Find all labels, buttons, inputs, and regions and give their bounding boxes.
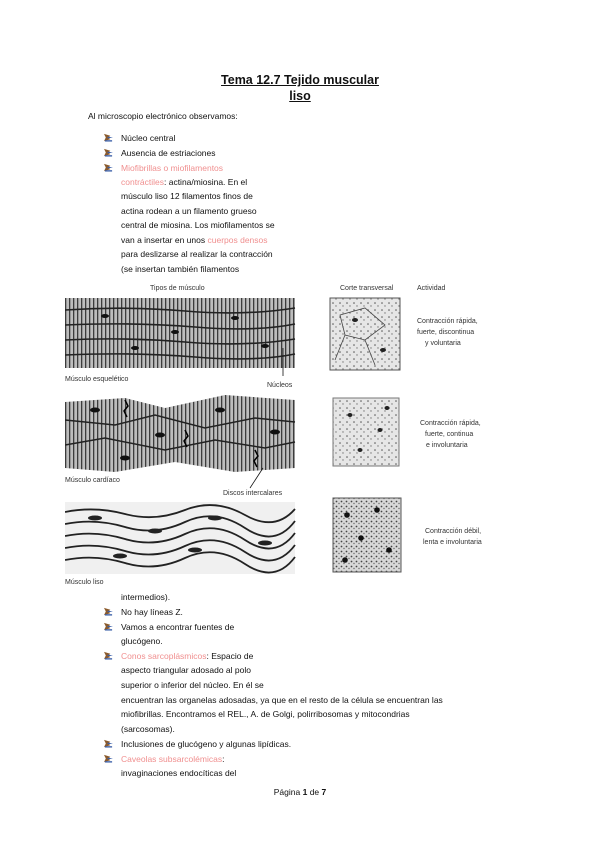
cardiac-muscle-drawing	[65, 395, 295, 472]
page-title: Tema 12.7 Tejido muscular	[221, 73, 379, 87]
label-cardiaco: Músculo cardíaco	[65, 477, 120, 484]
arrow-bullet-icon	[104, 651, 113, 660]
label-nucleos: Núcleos	[267, 382, 293, 389]
term-miofibrillas: Miofibrillas o miofilamentos	[121, 163, 224, 173]
header-corte: Corte transversal	[340, 285, 394, 292]
label-discos: Discos intercalares	[223, 490, 283, 497]
arrow-bullet-icon	[104, 754, 113, 763]
list-item-line: contráctiles: actina/miosina. En el	[121, 177, 248, 187]
skeletal-cross-section	[330, 298, 400, 370]
activity-3-line: lenta e involuntaria	[423, 539, 482, 546]
list-item-line: (sarcosomas).	[121, 724, 175, 734]
activity-1-line: Contracción rápida,	[417, 318, 478, 325]
list-item-line: central de miosina. Los miofilamentos se	[121, 220, 275, 230]
arrow-bullet-icon	[104, 163, 113, 172]
page-number: 1	[302, 787, 308, 797]
arrow-bullet-icon	[104, 739, 113, 748]
list-item-line: van a insertar en unos cuerpos densos	[121, 235, 268, 245]
list-item: Conos sarcoplásmicos: Espacio de	[121, 651, 254, 661]
list-item: Caveolas subsarcolémicas:	[121, 754, 225, 764]
activity-1-line: y voluntaria	[425, 340, 461, 347]
activity-2-line: fuerte, continua	[425, 431, 474, 438]
page-footer: Página 1 de 7	[273, 787, 327, 797]
list-item: Ausencia de estriaciones	[121, 148, 216, 158]
list-item-line: intermedios).	[121, 592, 171, 602]
term-contractiles: contráctiles	[121, 177, 164, 187]
term-conos-sarcoplasmicos: Conos sarcoplásmicos	[121, 651, 207, 661]
arrow-bullet-icon	[104, 607, 113, 616]
list-item-line: para deslizarse al realizar la contracción	[121, 249, 273, 259]
page-title-line2: liso	[289, 89, 311, 103]
activity-2-line: e involuntaria	[426, 442, 468, 449]
header-tipos: Tipos de músculo	[150, 285, 205, 292]
list-item-line: aspecto triangular adosado al polo	[121, 665, 251, 675]
arrow-bullet-icon	[104, 133, 113, 142]
list-item: Inclusiones de glucógeno y algunas lipídicas.	[121, 739, 292, 749]
list-item-line: (se insertan también filamentos	[121, 264, 240, 274]
activity-2-line: Contracción rápida,	[420, 420, 481, 427]
intro-text: Al microscopio electrónico observamos:	[88, 111, 238, 121]
page-total: 7	[321, 787, 327, 797]
muscle-types-figure	[65, 280, 505, 588]
list-item-line: músculo liso 12 filamentos finos de	[121, 191, 253, 201]
label-esqueletico: Músculo esquelético	[65, 376, 129, 383]
header-actividad: Actividad	[417, 285, 446, 292]
list-item: Núcleo central	[121, 133, 176, 143]
list-item: No hay líneas Z.	[121, 607, 183, 617]
label-liso: Músculo liso	[65, 579, 104, 586]
list-item-line: actina rodean a un filamento grueso	[121, 206, 257, 216]
activity-3-line: Contracción débil,	[425, 528, 482, 535]
skeletal-muscle-drawing	[65, 298, 295, 368]
activity-1-line: fuerte, discontinua	[417, 329, 475, 336]
list-item-line: glucógeno.	[121, 636, 163, 646]
list-item: Vamos a encontrar fuentes de	[121, 622, 235, 632]
list-item-line: encuentran las organelas adosadas, ya que en el resto de la célula se encuentran las	[121, 695, 443, 705]
list-item-line: miofibrillas. Encontramos el REL., A. de Golgi, polirribosomas y mitocondrias	[121, 709, 410, 719]
smooth-muscle-drawing	[65, 502, 295, 574]
term-cuerpos-densos: cuerpos densos	[207, 235, 268, 245]
list-item-line: superior o inferior del núcleo. En él se	[121, 680, 264, 690]
arrow-bullet-icon	[104, 148, 113, 157]
list-item-line: invaginaciones endocíticas del	[121, 768, 237, 778]
term-caveolas: Caveolas subsarcolémicas	[121, 754, 223, 764]
arrow-bullet-icon	[104, 622, 113, 631]
